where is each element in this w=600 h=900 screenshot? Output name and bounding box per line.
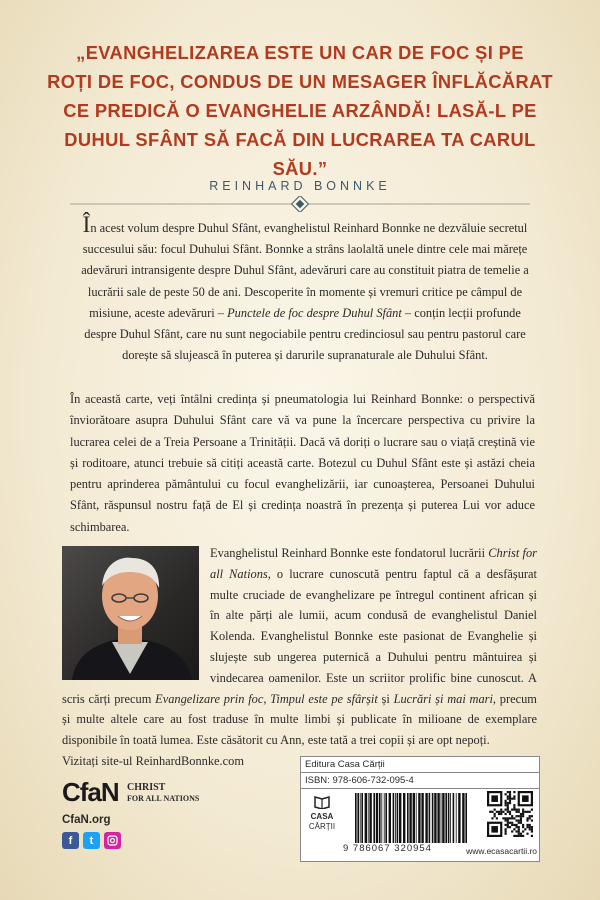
quote-line: ROȚI DE FOC, CONDUS DE UN MESAGER ÎNFLĂCĂRAT	[47, 71, 553, 92]
qr-module	[511, 815, 513, 817]
qr-module	[526, 811, 528, 813]
qr-module	[511, 798, 513, 800]
barcode-bar	[409, 793, 411, 843]
qr-module	[513, 795, 515, 797]
barcode-bar	[445, 793, 447, 843]
barcode-bar	[368, 793, 369, 843]
qr-module	[520, 833, 522, 835]
instagram-icon[interactable]	[104, 832, 121, 849]
barcode-bar	[437, 793, 439, 843]
qr-module	[515, 809, 517, 811]
quote-line: „EVANGHELIZAREA ESTE UN CAR DE FOC ȘI PE	[76, 42, 524, 63]
qr-module	[515, 835, 517, 837]
cfan-logo-area	[62, 778, 212, 849]
qr-module	[505, 809, 507, 811]
drop-cap: Î	[82, 212, 91, 237]
qr-module	[509, 811, 511, 813]
book-icon	[313, 795, 331, 809]
qr-module	[509, 791, 511, 793]
qr-module	[507, 819, 509, 821]
qr-module	[524, 828, 526, 830]
qr-module	[491, 826, 498, 833]
intro-paragraph: În acest volum despre Duhul Sfânt, evanghelistul Reinhard Bonnke ne dezvăluie secretul succesului său: focul Duhului Sfânt. Bonnke a strâns laolaltă unele dintre cele mai mărețe adevăruri intransigente despre Duhul Sfânt, adevăruri care au constituit piatra de temelie a lucrării sale de peste 50 de ani. Descoperite în momente și vremuri critice pe câmpul de misiune, aceste adevăruri – Punctele de foc despre Duhul Sfânt – conțin lecții profunde despre Duhul Sfânt, care nu sunt negociabile pentru credinciosul sau pentru pastorul care dorește să slujească în puterea și darurile supranaturale ale Duhului Sfânt.	[81, 212, 529, 363]
barcode-bar	[416, 793, 417, 843]
qr-module	[526, 826, 528, 828]
barcode	[351, 791, 471, 845]
qr-module	[509, 817, 511, 819]
qr-module	[507, 824, 509, 826]
qr-module	[518, 835, 520, 837]
qr-module	[505, 793, 507, 795]
qr-module	[505, 804, 507, 806]
qr-module	[515, 819, 517, 821]
qr-module	[507, 826, 509, 828]
qr-module	[507, 822, 509, 824]
barcode-bar	[407, 793, 409, 843]
barcode-bar	[393, 793, 395, 843]
cfan-tagline: CHRIST FOR ALL NATIONS	[127, 782, 200, 803]
barcode-bar	[432, 793, 434, 843]
qr-module	[507, 806, 509, 808]
qr-module	[526, 833, 528, 835]
qr-module	[515, 824, 517, 826]
qr-module	[500, 811, 502, 813]
qr-module	[511, 830, 513, 832]
barcode-bar	[369, 793, 371, 843]
qr-module	[529, 826, 531, 828]
barcode-bar	[453, 793, 455, 843]
qr-module	[509, 798, 511, 800]
photo-spacer	[62, 543, 210, 685]
qr-module	[507, 802, 509, 804]
qr-module	[529, 824, 531, 826]
barcode-bar	[365, 793, 367, 843]
qr-module	[513, 804, 515, 806]
qr-module	[505, 817, 507, 819]
quote-line: CE PREDICĂ O EVANGHELIE ARZÂNDĂ! LASĂ-L PE	[63, 100, 537, 121]
barcode-bar	[465, 793, 467, 843]
qr-module	[498, 813, 500, 815]
qr-module	[509, 813, 511, 815]
qr-module	[520, 822, 522, 824]
qr-module	[531, 835, 533, 837]
qr-module	[491, 795, 498, 802]
ornament-divider	[70, 196, 530, 212]
qr-module	[509, 802, 511, 804]
barcode-bar	[425, 793, 427, 843]
barcode-bar	[355, 793, 357, 843]
barcode-bar	[376, 793, 378, 843]
cfan-logo: CfaN	[62, 777, 119, 807]
qr-module	[515, 811, 517, 813]
publisher-box	[300, 756, 540, 862]
qr-module	[518, 833, 520, 835]
twitter-icon[interactable]: t	[83, 832, 100, 849]
qr-module	[522, 830, 524, 832]
qr-module	[522, 811, 524, 813]
qr-module	[511, 822, 513, 824]
qr-module	[529, 817, 531, 819]
qr-module	[515, 815, 517, 817]
qr-module	[518, 826, 520, 828]
qr-module	[511, 817, 513, 819]
quote-line: DUHUL SFÂNT SĂ FACĂ DIN LUCRAREA TA CARUL SĂU.”	[64, 129, 536, 179]
qr-module	[531, 828, 533, 830]
barcode-bar	[448, 793, 450, 843]
qr-module	[513, 798, 515, 800]
qr-module	[531, 830, 533, 832]
qr-module	[531, 809, 533, 811]
qr-module	[522, 795, 529, 802]
qr-module	[522, 835, 524, 837]
publisher-url[interactable]: www.ecasacartii.ro	[466, 846, 537, 856]
qr-module	[526, 819, 528, 821]
barcode-bar	[361, 793, 363, 843]
qr-module	[529, 815, 531, 817]
qr-module	[522, 813, 524, 815]
qr-module	[522, 815, 524, 817]
qr-module	[513, 809, 515, 811]
qr-module	[502, 811, 504, 813]
social-icons	[62, 832, 212, 849]
qr-module	[518, 828, 520, 830]
qr-module	[494, 815, 496, 817]
qr-module	[531, 826, 533, 828]
qr-module	[520, 813, 522, 815]
barcode-bar	[399, 793, 401, 843]
barcode-bar	[385, 793, 387, 843]
facebook-icon[interactable]: f	[62, 832, 79, 849]
barcode-bar	[456, 793, 457, 843]
barcode-bar	[357, 793, 359, 843]
barcode-bar	[441, 793, 442, 843]
qr-module	[515, 826, 517, 828]
qr-module	[491, 811, 493, 813]
publisher-name: Editura Casa Cărții	[301, 757, 539, 773]
qr-module	[498, 811, 500, 813]
qr-code	[487, 791, 533, 837]
qr-module	[507, 811, 509, 813]
qr-module	[494, 809, 496, 811]
qr-module	[505, 828, 507, 830]
book-title: Punctele de foc despre Duhul Sfânt	[227, 305, 402, 320]
barcode-bar	[360, 793, 361, 843]
qr-module	[518, 822, 520, 824]
qr-module	[502, 817, 504, 819]
qr-module	[531, 819, 533, 821]
qr-module	[513, 835, 515, 837]
barcode-bar	[462, 793, 464, 843]
qr-module	[513, 791, 515, 793]
barcode-bar	[418, 793, 420, 843]
qr-module	[513, 828, 515, 830]
qr-module	[511, 809, 513, 811]
qr-module	[522, 809, 524, 811]
qr-module	[507, 809, 509, 811]
barcode-bar	[397, 793, 399, 843]
qr-module	[496, 811, 498, 813]
qr-module	[505, 800, 507, 802]
qr-module	[507, 804, 509, 806]
quote	[40, 38, 560, 183]
qr-module	[507, 791, 509, 793]
barcode-bar	[403, 793, 405, 843]
qr-module	[500, 809, 502, 811]
qr-module	[520, 817, 522, 819]
qr-module	[505, 833, 507, 835]
barcode-number: 9 786067 320954	[343, 843, 432, 854]
barcode-bar	[442, 793, 444, 843]
barcode-bar	[434, 793, 436, 843]
qr-module	[509, 822, 511, 824]
qr-module	[520, 815, 522, 817]
barcode-bar	[379, 793, 381, 843]
qr-module	[491, 817, 493, 819]
qr-module	[522, 824, 524, 826]
qr-module	[496, 817, 498, 819]
qr-module	[524, 811, 526, 813]
qr-module	[505, 819, 507, 821]
qr-module	[507, 817, 509, 819]
quote-author: REINHARD BONNKE	[209, 179, 391, 193]
qr-module	[526, 817, 528, 819]
qr-module	[518, 830, 520, 832]
barcode-bar	[389, 793, 391, 843]
qr-module	[505, 830, 507, 832]
qr-module	[507, 795, 509, 797]
qr-module	[513, 824, 515, 826]
qr-module	[513, 817, 515, 819]
cfan-url[interactable]: CfaN.org	[62, 814, 111, 826]
barcode-bar	[381, 793, 382, 843]
qr-module	[515, 830, 517, 832]
qr-module	[505, 802, 507, 804]
qr-module	[509, 795, 511, 797]
qr-module	[531, 815, 533, 817]
barcode-bar	[458, 793, 460, 843]
qr-module	[518, 809, 520, 811]
barcode-bar	[421, 793, 423, 843]
barcode-bar	[373, 793, 375, 843]
qr-module	[509, 793, 511, 795]
qr-module	[526, 824, 528, 826]
qr-module	[520, 835, 522, 837]
qr-module	[500, 813, 502, 815]
qr-module	[529, 811, 531, 813]
qr-module	[509, 826, 511, 828]
qr-module	[518, 815, 520, 817]
qr-module	[505, 813, 507, 815]
qr-module	[529, 828, 531, 830]
barcode-bar	[450, 793, 451, 843]
qr-module	[511, 824, 513, 826]
qr-module	[513, 806, 515, 808]
barcode-bar	[413, 793, 415, 843]
qr-module	[509, 800, 511, 802]
barcode-bar	[395, 793, 396, 843]
qr-module	[494, 813, 496, 815]
casa-cartii-logo: CASA CĂRȚII	[307, 795, 337, 832]
qr-module	[518, 819, 520, 821]
barcode-bar	[384, 793, 385, 843]
qr-module	[520, 819, 522, 821]
qr-module	[505, 824, 507, 826]
website-line[interactable]: Vizitați site-ul ReinhardBonnke.com	[62, 753, 244, 768]
qr-module	[518, 811, 520, 813]
body-paragraph: În această carte, veți întâlni credința și pneumatologia lui Reinhard Bonnke: o perspectivă înviorătoare asupra Duhului Sfânt care vă va pune la încercare perspectiva cu privire la lucrarea celei de a Treia Persoane a Trinității. Dacă vă doriți o lucrare sau o viață creștină vie și roditoare, atunci trebuie să citiți această carte. Botezul cu Duhul Sfânt este și astăzi cheia pentru aprinderea pământului cu focul evanghelizării, iar cunoașterea, Persoanei Duhului Sfânt, răspunsul nostru față de El și credința noastră în prezența și puterea Lui vor aduce schimbarea.	[70, 392, 535, 534]
qr-module	[489, 811, 491, 813]
author-bio: Evanghelistul Reinhard Bonnke este fondatorul lucrării Christ for all Nations, o lucrare cunoscută pentru faptul că a desfășurat multe cruciade de evanghelizare pe întregul continent african și în alte părți ale lumii, acum condusă de evanghelistul Daniel Kolenda. Evanghelistul Bonnke este pasionat de Evanghelie și slujește sub ungerea puternică a Duhului pentru mântuirea și vindecarea oamenilor. Este un scriitor prolific bine cunoscut. A scris cărți precum Evangelizare prin foc, Timpul este pe sfârșit și Lucrări și mai mari, precum și multe altele care au fost traduse în multe limbi și publicate în milioane de exemplare disponibile în toată lumea. Este căsătorit cu Ann, este tată a trei copii și are opt nepoți. Vizitați site-ul ReinhardBonnke.com	[62, 543, 537, 772]
barcode-bar	[429, 793, 431, 843]
qr-module	[522, 826, 524, 828]
isbn: ISBN: 978-606-732-095-4	[301, 773, 539, 789]
qr-module	[507, 798, 509, 800]
